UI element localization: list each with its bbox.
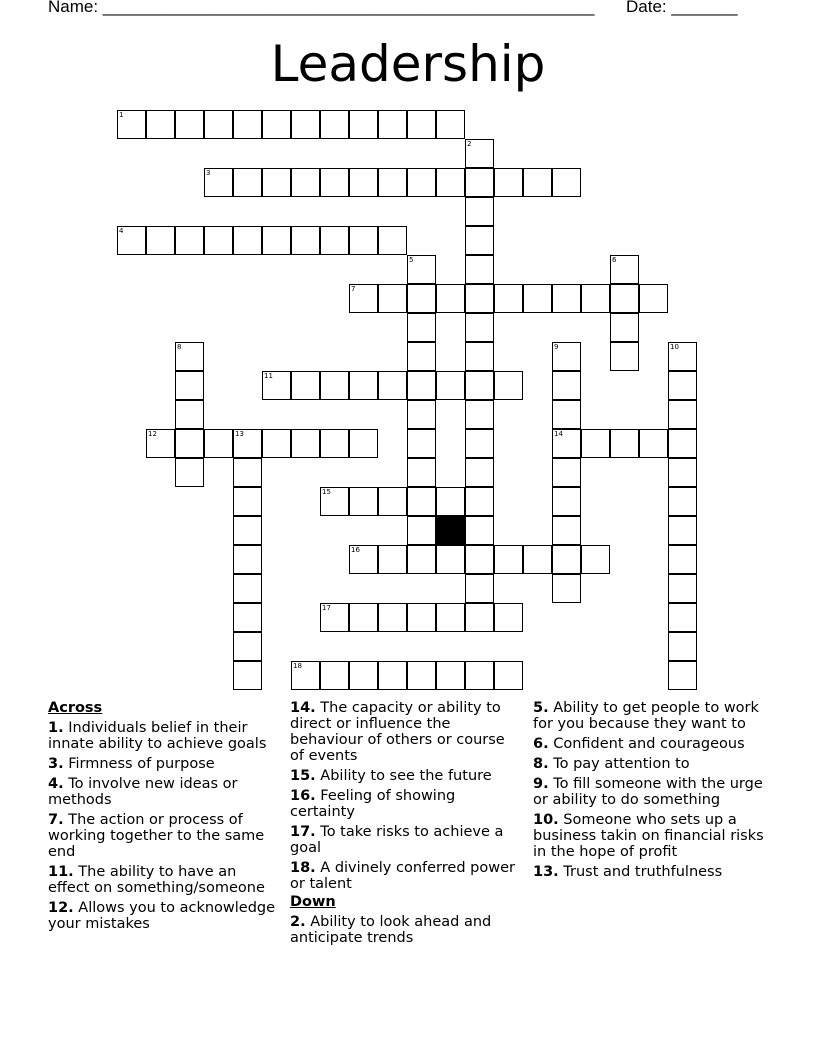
clue-item-text: The ability to have an effect on something/someone — [48, 864, 265, 896]
grid-cell[interactable] — [668, 342, 697, 371]
clue-number: 3 — [206, 169, 211, 177]
grid-cell[interactable] — [204, 226, 233, 255]
clue-number: 1 — [119, 111, 124, 119]
clue-item — [533, 812, 765, 860]
clue-number: 17 — [322, 604, 331, 612]
clue-column-1 — [48, 700, 280, 936]
grid-cell[interactable] — [262, 429, 291, 458]
grid-cell[interactable] — [668, 574, 697, 603]
grid-cell[interactable] — [233, 632, 262, 661]
grid-cell[interactable] — [407, 545, 436, 574]
grid-cell[interactable] — [465, 429, 494, 458]
grid-cell[interactable] — [494, 661, 523, 690]
clue-item-number: 8. — [533, 756, 549, 772]
clue-item-number: 17. — [290, 824, 316, 840]
grid-cell[interactable] — [610, 313, 639, 342]
grid-cell[interactable] — [552, 458, 581, 487]
clue-column-3 — [533, 700, 765, 884]
grid-cell[interactable] — [465, 545, 494, 574]
clue-item-number: 18. — [290, 860, 316, 876]
grid-cell[interactable] — [465, 458, 494, 487]
grid-cell[interactable] — [378, 110, 407, 139]
grid-cell[interactable] — [407, 429, 436, 458]
grid-cell[interactable] — [436, 284, 465, 313]
grid-cell[interactable] — [407, 168, 436, 197]
grid-cell[interactable] — [407, 487, 436, 516]
grid-cell[interactable] — [465, 197, 494, 226]
date-line[interactable]: Date: _______ — [626, 0, 738, 16]
grid-cell[interactable] — [639, 284, 668, 313]
clue-item-number: 15. — [290, 768, 316, 784]
clue-item-text: Ability to see the future — [315, 768, 492, 784]
grid-cell[interactable] — [320, 661, 349, 690]
grid-cell[interactable] — [175, 371, 204, 400]
grid-cell[interactable] — [581, 429, 610, 458]
grid-cell[interactable] — [378, 226, 407, 255]
grid-cell[interactable] — [552, 342, 581, 371]
grid-cell[interactable] — [175, 226, 204, 255]
grid-cell[interactable] — [610, 429, 639, 458]
clue-column-2 — [290, 700, 522, 950]
grid-cell[interactable] — [668, 661, 697, 690]
grid-cell[interactable] — [465, 139, 494, 168]
grid-cell[interactable] — [204, 168, 233, 197]
grid-cell[interactable] — [552, 545, 581, 574]
clue-item-text: To involve new ideas or methods — [48, 776, 238, 808]
grid-cell[interactable] — [465, 226, 494, 255]
grid-cell[interactable] — [233, 545, 262, 574]
clue-item-number: 10. — [533, 812, 559, 828]
clue-item — [533, 736, 765, 752]
grid-cell[interactable] — [465, 661, 494, 690]
clue-item-text: Individuals belief in their innate ability to achieve goals — [48, 720, 267, 752]
grid-cell[interactable] — [233, 458, 262, 487]
grid-cell[interactable] — [465, 516, 494, 545]
grid-cell[interactable] — [204, 429, 233, 458]
clue-item-text: Someone who sets up a business takin on financial risks in the hope of profit — [533, 812, 764, 860]
grid-cell[interactable] — [233, 516, 262, 545]
grid-cell[interactable] — [465, 313, 494, 342]
grid-cell[interactable] — [233, 603, 262, 632]
grid-cell[interactable] — [523, 284, 552, 313]
grid-cell[interactable] — [291, 661, 320, 690]
grid-cell[interactable] — [349, 661, 378, 690]
clue-item-text: To pay attention to — [548, 756, 690, 772]
grid-cell[interactable] — [407, 400, 436, 429]
grid-cell[interactable] — [349, 487, 378, 516]
grid-cell[interactable] — [349, 110, 378, 139]
grid-cell[interactable] — [320, 487, 349, 516]
grid-cell[interactable] — [291, 429, 320, 458]
grid-cell[interactable] — [465, 603, 494, 632]
grid-cell[interactable] — [291, 110, 320, 139]
grid-cell[interactable] — [668, 429, 697, 458]
clue-number: 7 — [351, 285, 356, 293]
clue-item-text: Trust and truthfulness — [558, 864, 723, 880]
clue-item-text: Ability to get people to work for you because they want to — [533, 700, 759, 732]
grid-cell[interactable] — [436, 661, 465, 690]
grid-cell[interactable] — [407, 284, 436, 313]
clue-item-text: To fill someone with the urge or ability to do something — [533, 776, 763, 808]
grid-cell[interactable] — [378, 284, 407, 313]
grid-cell[interactable] — [378, 545, 407, 574]
clue-item-number: 1. — [48, 720, 64, 736]
grid-cell[interactable] — [639, 429, 668, 458]
clue-item-number: 7. — [48, 812, 64, 828]
clue-item-number: 5. — [533, 700, 549, 716]
grid-cell[interactable] — [436, 371, 465, 400]
clue-item-number: 12. — [48, 900, 74, 916]
grid-cell[interactable] — [465, 342, 494, 371]
grid-cell[interactable] — [233, 168, 262, 197]
clue-number: 10 — [670, 343, 679, 351]
grid-cell[interactable] — [320, 168, 349, 197]
grid-cell[interactable] — [552, 574, 581, 603]
grid-cell[interactable] — [668, 516, 697, 545]
grid-cell[interactable] — [262, 371, 291, 400]
clue-item — [48, 776, 280, 808]
grid-cell[interactable] — [465, 255, 494, 284]
grid-cell[interactable] — [378, 603, 407, 632]
grid-cell[interactable] — [233, 429, 262, 458]
grid-cell[interactable] — [233, 487, 262, 516]
grid-cell[interactable] — [581, 284, 610, 313]
clue-item — [48, 720, 280, 752]
grid-cell[interactable] — [146, 429, 175, 458]
grid-cell[interactable] — [320, 603, 349, 632]
clue-item-text: To take risks to achieve a goal — [290, 824, 504, 856]
grid-cell[interactable] — [320, 110, 349, 139]
grid-cell[interactable] — [668, 371, 697, 400]
clue-number: 8 — [177, 343, 182, 351]
grid-cell[interactable] — [610, 284, 639, 313]
clue-item-number: 14. — [290, 700, 316, 716]
clue-item — [48, 864, 280, 896]
grid-cell[interactable] — [378, 371, 407, 400]
down-heading: Down — [290, 894, 336, 910]
grid-cell[interactable] — [436, 603, 465, 632]
grid-cell[interactable] — [436, 487, 465, 516]
grid-cell[interactable] — [465, 168, 494, 197]
grid-cell[interactable] — [465, 284, 494, 313]
grid-cell[interactable] — [668, 458, 697, 487]
grid-cell[interactable] — [494, 603, 523, 632]
grid-cell[interactable] — [175, 400, 204, 429]
grid-cell[interactable] — [494, 371, 523, 400]
black-square — [436, 516, 465, 545]
grid-cell[interactable] — [407, 661, 436, 690]
grid-cell[interactable] — [407, 458, 436, 487]
grid-cell[interactable] — [175, 429, 204, 458]
grid-cell[interactable] — [552, 516, 581, 545]
grid-cell[interactable] — [552, 168, 581, 197]
grid-cell[interactable] — [552, 400, 581, 429]
grid-cell[interactable] — [349, 284, 378, 313]
clue-item-text: Confident and courageous — [548, 736, 745, 752]
grid-cell[interactable] — [552, 429, 581, 458]
clue-number: 9 — [554, 343, 559, 351]
clue-item-number: 2. — [290, 914, 306, 930]
grid-cell[interactable] — [407, 516, 436, 545]
grid-cell[interactable] — [552, 487, 581, 516]
grid-cell[interactable] — [262, 226, 291, 255]
clue-number: 18 — [293, 662, 302, 670]
grid-cell[interactable] — [668, 487, 697, 516]
clue-number: 16 — [351, 546, 360, 554]
grid-cell[interactable] — [291, 226, 320, 255]
clue-number: 5 — [409, 256, 414, 264]
clue-item — [533, 776, 765, 808]
grid-cell[interactable] — [581, 545, 610, 574]
grid-cell[interactable] — [494, 168, 523, 197]
grid-cell[interactable] — [610, 342, 639, 371]
clue-number: 11 — [264, 372, 273, 380]
grid-cell[interactable] — [175, 458, 204, 487]
clue-item — [290, 914, 522, 946]
grid-cell[interactable] — [407, 603, 436, 632]
grid-cell[interactable] — [349, 371, 378, 400]
clue-item — [48, 812, 280, 860]
grid-cell[interactable] — [436, 545, 465, 574]
grid-cell[interactable] — [407, 342, 436, 371]
grid-cell[interactable] — [146, 110, 175, 139]
clue-item — [48, 900, 280, 932]
grid-cell[interactable] — [146, 226, 175, 255]
grid-cell[interactable] — [436, 168, 465, 197]
clue-item-text: Ability to look ahead and anticipate trends — [290, 914, 492, 946]
grid-cell[interactable] — [262, 110, 291, 139]
clue-item — [533, 864, 765, 880]
clue-number: 15 — [322, 488, 331, 496]
clue-number: 14 — [554, 430, 563, 438]
grid-cell[interactable] — [291, 168, 320, 197]
clue-item — [533, 756, 765, 772]
grid-cell[interactable] — [320, 226, 349, 255]
grid-cell[interactable] — [320, 371, 349, 400]
grid-cell[interactable] — [204, 110, 233, 139]
grid-cell[interactable] — [494, 545, 523, 574]
clue-item-number: 13. — [533, 864, 559, 880]
grid-cell[interactable] — [349, 603, 378, 632]
grid-cell[interactable] — [465, 400, 494, 429]
clue-item-number: 6. — [533, 736, 549, 752]
clue-item-number: 16. — [290, 788, 316, 804]
grid-cell[interactable] — [233, 226, 262, 255]
grid-cell[interactable] — [436, 110, 465, 139]
clue-item-number: 11. — [48, 864, 74, 880]
grid-cell[interactable] — [233, 661, 262, 690]
clue-item — [290, 788, 522, 820]
grid-cell[interactable] — [465, 574, 494, 603]
grid-cell[interactable] — [117, 226, 146, 255]
grid-cell[interactable] — [349, 168, 378, 197]
grid-cell[interactable] — [465, 487, 494, 516]
grid-cell[interactable] — [523, 168, 552, 197]
grid-cell[interactable] — [668, 545, 697, 574]
grid-cell[interactable] — [349, 429, 378, 458]
clue-item — [290, 700, 522, 764]
clue-item-text: Allows you to acknowledge your mistakes — [48, 900, 276, 932]
grid-cell[interactable] — [465, 371, 494, 400]
grid-cell[interactable] — [117, 110, 146, 139]
grid-cell[interactable] — [175, 110, 204, 139]
clue-item-number: 9. — [533, 776, 549, 792]
grid-cell[interactable] — [407, 110, 436, 139]
grid-cell[interactable] — [407, 255, 436, 284]
grid-cell[interactable] — [552, 284, 581, 313]
grid-cell[interactable] — [407, 313, 436, 342]
grid-cell[interactable] — [349, 226, 378, 255]
clue-number: 13 — [235, 430, 244, 438]
name-line[interactable]: Name: ____________________________________________________ — [48, 0, 595, 16]
grid-cell[interactable] — [233, 574, 262, 603]
clue-item-text: A divinely conferred power or talent — [290, 860, 515, 892]
clue-item — [48, 756, 280, 772]
clue-item — [533, 700, 765, 732]
grid-cell[interactable] — [552, 371, 581, 400]
clue-number: 2 — [467, 140, 472, 148]
grid-cell[interactable] — [378, 168, 407, 197]
grid-cell[interactable] — [668, 400, 697, 429]
grid-cell[interactable] — [494, 284, 523, 313]
clue-item-number: 3. — [48, 756, 64, 772]
clue-item — [290, 824, 522, 856]
grid-cell[interactable] — [233, 110, 262, 139]
clue-number: 6 — [612, 256, 617, 264]
clue-number: 12 — [148, 430, 157, 438]
clue-item-number: 4. — [48, 776, 64, 792]
grid-cell[interactable] — [610, 255, 639, 284]
grid-cell[interactable] — [523, 545, 552, 574]
puzzle-title: Leadership — [270, 35, 546, 93]
across-heading: Across — [48, 700, 103, 716]
grid-cell[interactable] — [378, 487, 407, 516]
clue-item-text: The capacity or ability to direct or influence the behaviour of others or course of events — [290, 700, 505, 764]
clue-item — [290, 860, 522, 892]
grid-cell[interactable] — [668, 603, 697, 632]
grid-cell[interactable] — [291, 371, 320, 400]
grid-cell[interactable] — [349, 545, 378, 574]
grid-cell[interactable] — [175, 342, 204, 371]
grid-cell[interactable] — [668, 632, 697, 661]
grid-cell[interactable] — [320, 429, 349, 458]
grid-cell[interactable] — [378, 661, 407, 690]
grid-cell[interactable] — [262, 168, 291, 197]
grid-cell[interactable] — [407, 371, 436, 400]
clue-item-text: Firmness of purpose — [63, 756, 215, 772]
clue-number: 4 — [119, 227, 124, 235]
clue-item-text: Feeling of showing certainty — [290, 788, 456, 820]
clue-item-text: The action or process of working together to the same end — [48, 812, 265, 860]
clue-item — [290, 768, 522, 784]
